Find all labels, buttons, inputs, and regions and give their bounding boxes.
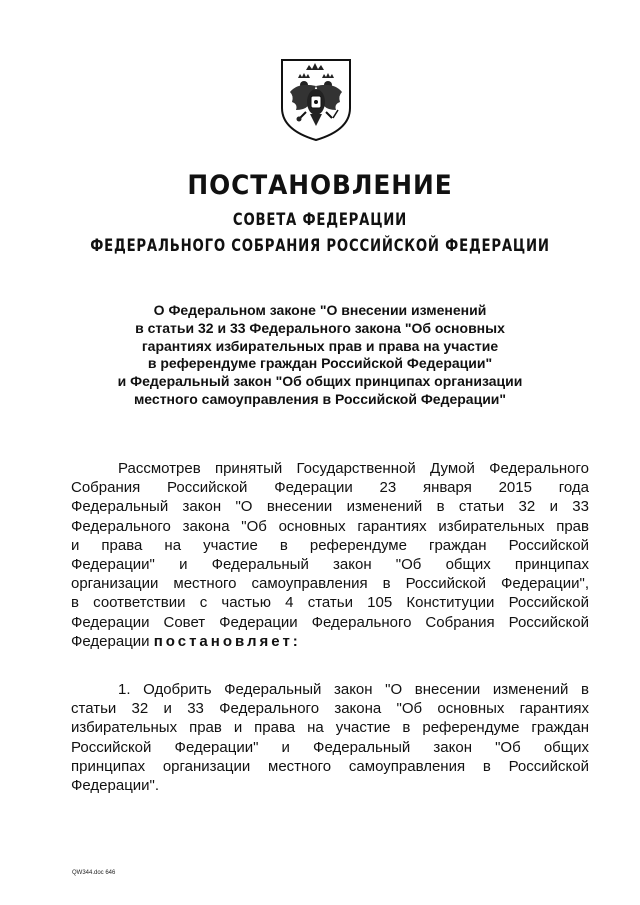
document-subtitle-council: СОВЕТА ФЕДЕРАЦИИ <box>232 210 408 230</box>
paragraph-line: статьи 32 и 33 Федерального закона "Об основных гарантиях <box>71 700 589 718</box>
document-title: ПОСТАНОВЛЕНИЕ <box>187 170 453 201</box>
subject-line: и Федеральный закон "Об общих принципах организации <box>117 373 523 390</box>
paragraph-line: Федеральный закон "О внесении изменений в статьи 32 и 33 <box>71 498 589 516</box>
paragraph-line: Федерального закона "Об основных гарантиях избирательных прав <box>71 517 589 535</box>
paragraph-line: принципах организации местного самоуправления в Российской <box>71 757 589 775</box>
paragraph-last-line <box>71 632 589 651</box>
subject-line: местного самоуправления в Российской Федерации" <box>133 390 507 407</box>
subject-line: гарантиях избирательных прав и права на участие <box>141 337 499 354</box>
coat-of-arms-emblem <box>276 56 356 142</box>
russian-coat-of-arms-icon <box>276 56 356 142</box>
paragraph-line: Федерации Совет Федерации Федерального Собрания Российской <box>71 613 589 631</box>
document-code: QW344.doc 646 <box>72 870 116 876</box>
document-subject <box>90 302 550 409</box>
subject-line: в референдуме граждан Российской Федерации" <box>147 355 493 372</box>
resolves-keyword: постановляет: <box>153 632 301 650</box>
paragraph-line: в соответствии с частью 4 статьи 105 Конституции Российской <box>71 594 589 612</box>
paragraph-line: Российской Федерации" и Федеральный закон "Об общих <box>71 738 589 756</box>
paragraph-line: Собрания Российской Федерации 23 января 2015 года <box>71 479 589 497</box>
paragraph-line: избирательных прав и права на участие в референдуме граждан <box>71 719 589 737</box>
last-line-prefix: Федерации <box>71 632 150 650</box>
document-subtitle-assembly: ФЕДЕРАЛЬНОГО СОБРАНИЯ РОССИЙСКОЙ ФЕДЕРАЦИИ <box>90 236 550 256</box>
paragraph-line: и права на участие в референдуме граждан Российской <box>71 536 589 554</box>
subject-line: в статьи 32 и 33 Федерального закона "Об основных <box>135 319 505 336</box>
paragraph-line: организации местного самоуправления в Российской Федерации", <box>71 575 589 593</box>
paragraph-line: Федерации". <box>71 776 160 794</box>
subject-line: О Федеральном законе "О внесении изменений <box>153 302 487 318</box>
paragraph-line: 1. Одобрить Федеральный закон "О внесении изменений в <box>118 681 589 698</box>
paragraph-line: Рассмотрев принятый Государственной Думой Федерального <box>118 460 589 477</box>
paragraph-line: Федерации" и Федеральный закон "Об общих принципах <box>71 555 589 573</box>
resolution-item-1 <box>71 680 589 795</box>
preamble-paragraph <box>71 459 589 651</box>
